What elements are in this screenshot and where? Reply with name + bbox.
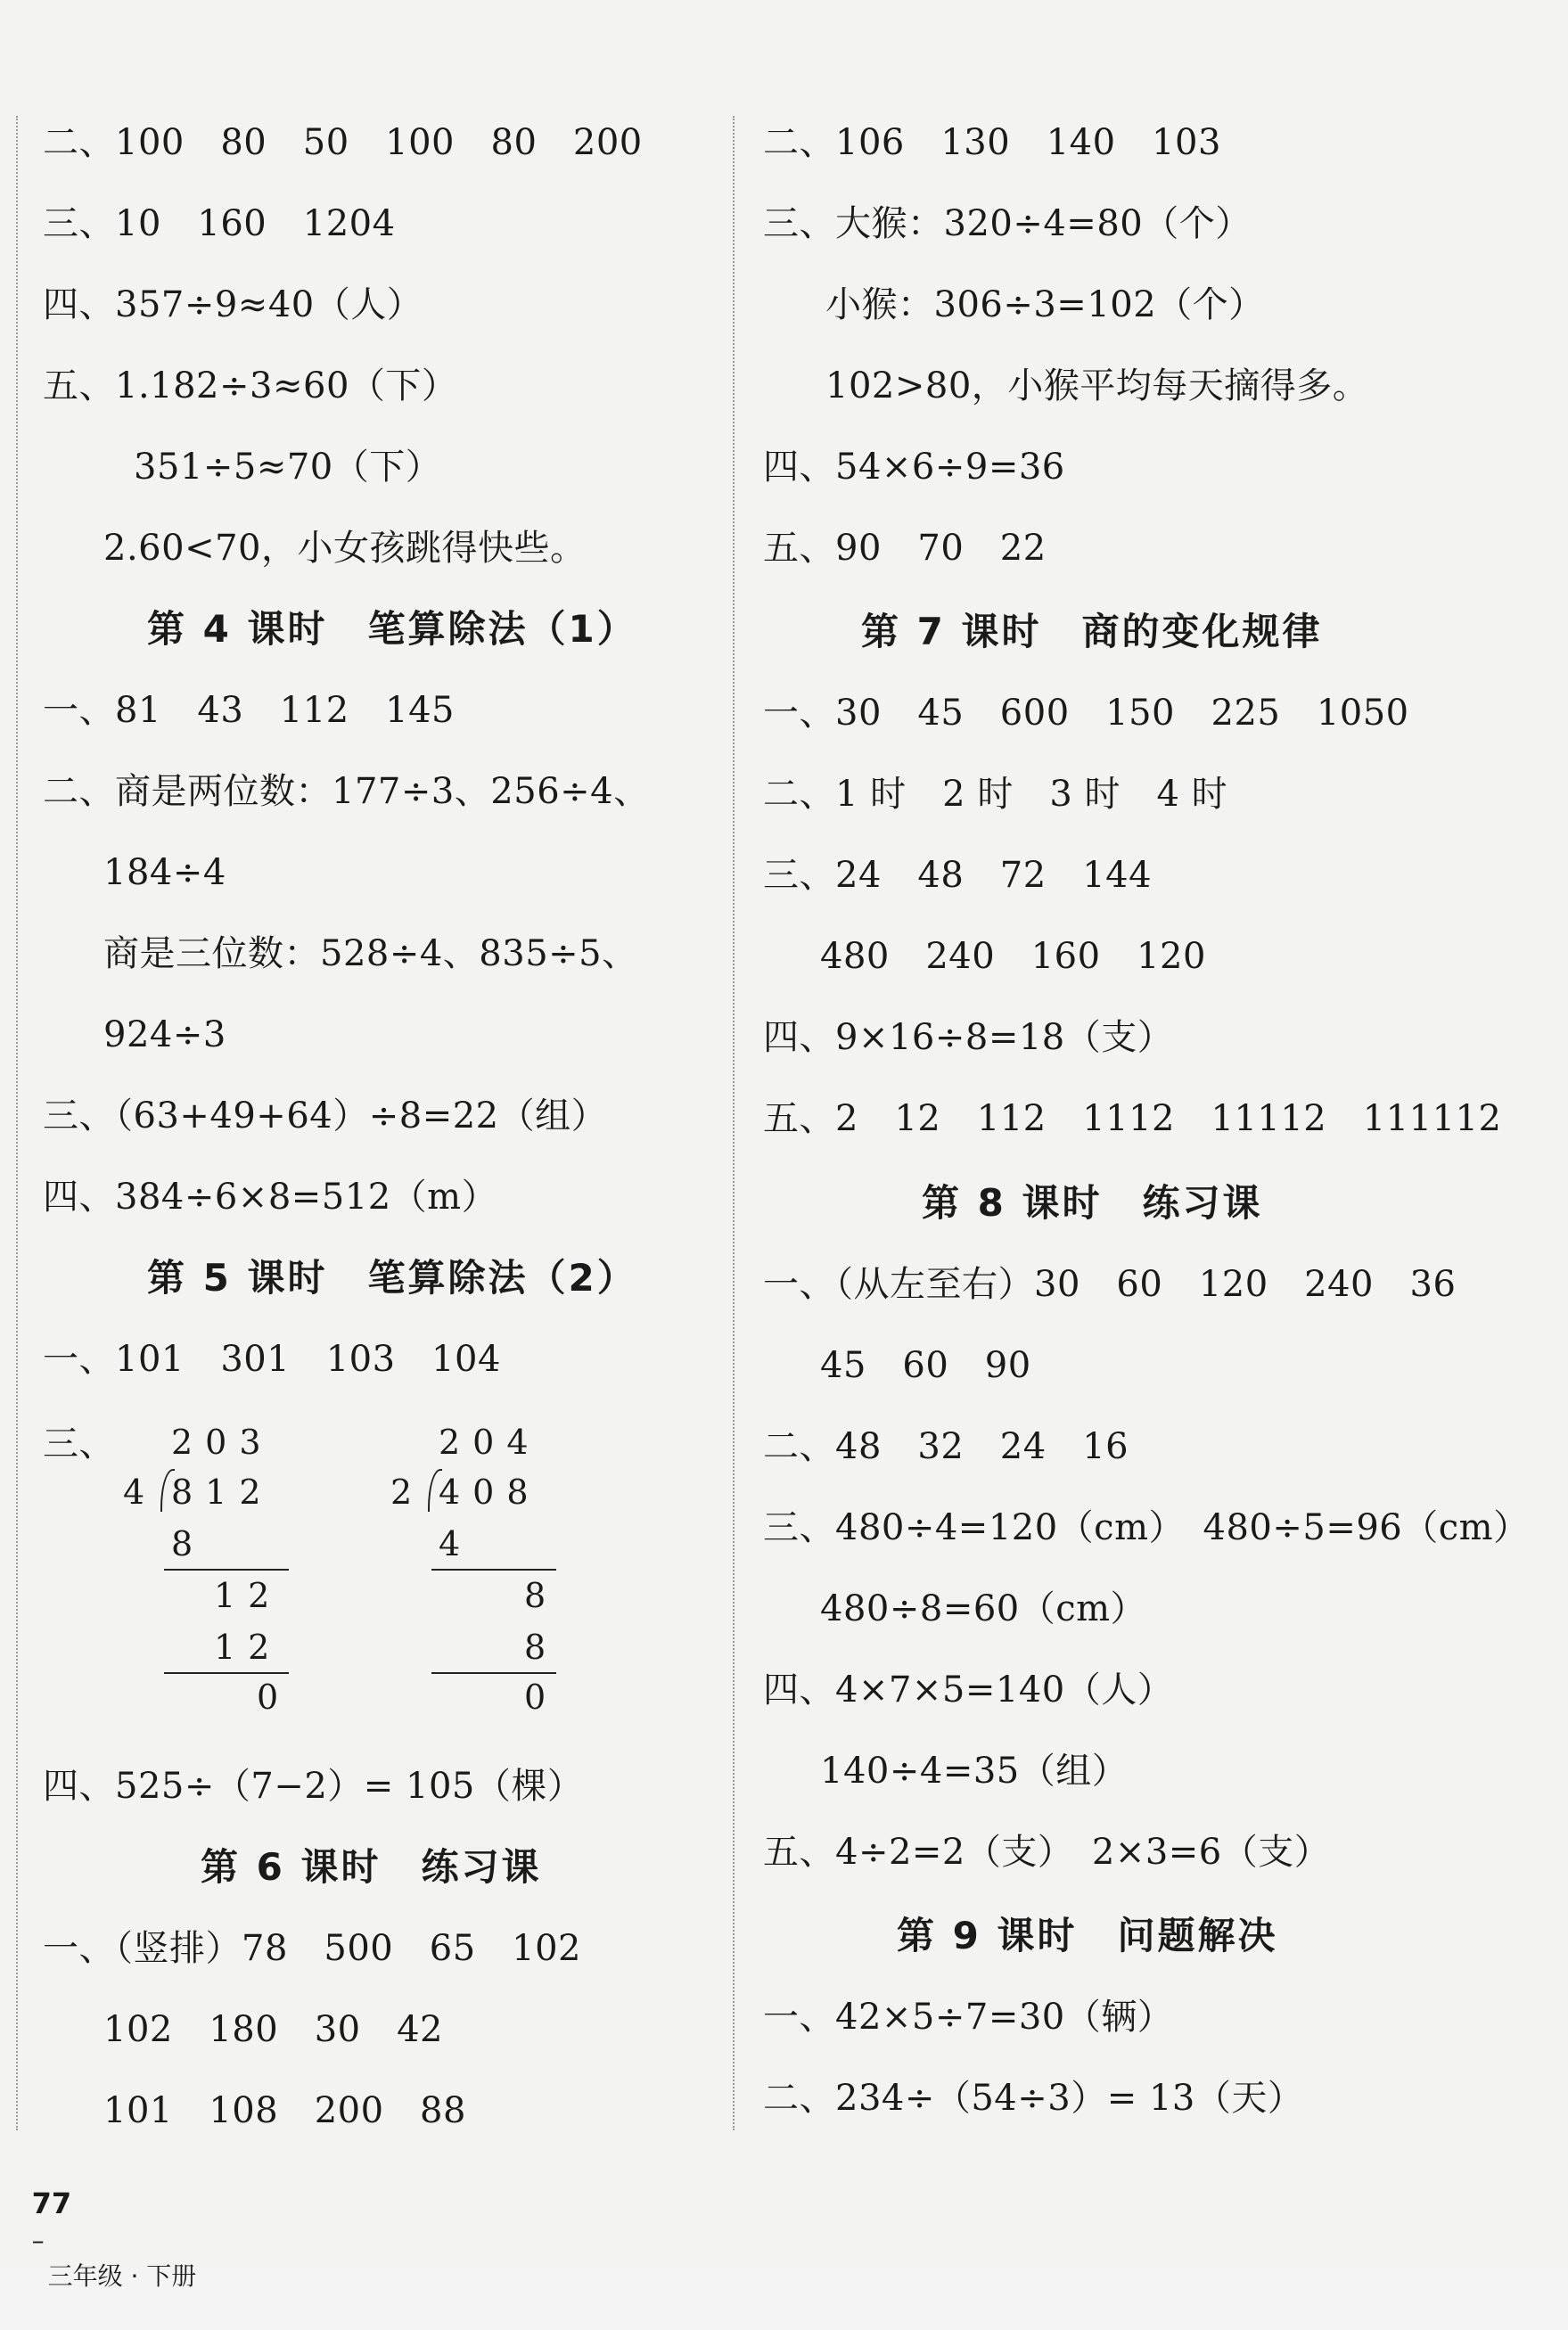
- answer-line: 二、234÷（54÷3）= 13（天）: [763, 2078, 1304, 2119]
- answer-line: 四、54×6÷9=36: [763, 447, 1065, 488]
- answer-line: 一、（竖排）78 500 65 102: [43, 1928, 581, 1969]
- subtraction-line: [164, 1569, 289, 1571]
- answer-line: 102>80，小猴平均每天摘得多。: [825, 365, 1369, 406]
- answer-line: 三、10 160 1204: [43, 203, 396, 244]
- dividend: 408: [439, 1473, 541, 1512]
- page-number: 77: [31, 2186, 72, 2220]
- answer-line: 2.60<70，小女孩跳得快些。: [103, 528, 587, 569]
- answer-line: 二、100 80 50 100 80 200: [43, 122, 643, 163]
- answer-line: 一、81 43 112 145: [43, 690, 455, 731]
- left-column: [0, 0, 731, 2157]
- subtraction-line: [431, 1569, 556, 1571]
- lesson-heading: 第 4 课时 笔算除法（1）: [147, 607, 637, 651]
- lesson-heading: 第 9 课时 问题解决: [897, 1914, 1278, 1957]
- answer-line: 351÷5≈70（下）: [134, 447, 442, 488]
- lesson-heading: 第 6 课时 练习课: [201, 1845, 542, 1889]
- right-column: [731, 0, 1568, 2157]
- answer-line: 101 108 200 88: [103, 2090, 466, 2131]
- dividend: 812: [171, 1473, 274, 1512]
- answer-line: 二、48 32 24 16: [763, 1426, 1129, 1467]
- answer-line: 45 60 90: [820, 1345, 1031, 1386]
- answer-line: 二、1 时 2 时 3 时 4 时: [763, 774, 1228, 815]
- answer-line: 五、90 70 22: [763, 528, 1047, 569]
- answer-line: 商是三位数：528÷4、835÷5、: [103, 933, 638, 974]
- answer-line: 三、（63+49+64）÷8=22（组）: [43, 1095, 608, 1136]
- final-remainder: 0: [524, 1678, 559, 1717]
- long-division-1: [116, 1423, 312, 1717]
- lesson-heading: 第 7 课时 商的变化规律: [861, 610, 1323, 653]
- step-product: 12: [214, 1628, 283, 1667]
- divisor: 2: [390, 1473, 425, 1512]
- answer-line: 四、384÷6×8=512（m）: [43, 1177, 498, 1218]
- divisor: 4: [123, 1473, 158, 1512]
- answer-line: 四、9×16÷8=18（支）: [763, 1017, 1174, 1058]
- answer-line: 二、商是两位数：177÷3、256÷4、: [43, 771, 650, 812]
- answer-line: 一、（从左至右）30 60 120 240 36: [763, 1264, 1457, 1305]
- quotient: 204: [439, 1423, 541, 1462]
- answer-line: 184÷4: [103, 852, 226, 893]
- grade-label: 三年级 · 下册: [47, 2261, 197, 2291]
- page-footer: [0, 2150, 196, 2330]
- answer-line: 小猴：306÷3=102（个）: [825, 284, 1265, 325]
- answer-line: 三、: [43, 1423, 115, 1464]
- answer-line: 三、24 48 72 144: [763, 855, 1153, 896]
- answer-line: 三、480÷4=120（cm） 480÷5=96（cm）: [763, 1507, 1530, 1548]
- answer-line: 二、106 130 140 103: [763, 122, 1221, 163]
- answer-line: 480÷8=60（cm）: [820, 1588, 1147, 1629]
- subtraction-line: [431, 1672, 556, 1674]
- answer-line: 三、大猴：320÷4=80（个）: [763, 203, 1252, 244]
- final-remainder: 0: [257, 1678, 291, 1717]
- lesson-heading: 第 8 课时 练习课: [922, 1181, 1263, 1225]
- step-product: 8: [524, 1628, 559, 1667]
- answer-line: 102 180 30 42: [103, 2009, 443, 2050]
- step-remainder: 8: [524, 1576, 559, 1615]
- answer-line: 一、101 301 103 104: [43, 1339, 501, 1380]
- lesson-heading: 第 5 课时 笔算除法（2）: [147, 1256, 637, 1300]
- subtraction-line: [164, 1672, 289, 1674]
- answer-line: 四、357÷9≈40（人）: [43, 284, 423, 325]
- answer-line: 480 240 160 120: [820, 936, 1206, 977]
- answer-line: 五、4÷2=2（支） 2×3=6（支）: [763, 1832, 1331, 1873]
- answer-line: 924÷3: [103, 1014, 226, 1055]
- footer-dash: –: [31, 2226, 45, 2255]
- answer-line: 四、525÷（7−2）= 105（棵）: [43, 1766, 584, 1807]
- long-division-2: [383, 1423, 579, 1717]
- answer-line: 五、2 12 112 1112 11112 111112: [763, 1098, 1502, 1139]
- answer-line: 140÷4=35（组）: [820, 1751, 1129, 1792]
- answer-line: 一、30 45 600 150 225 1050: [763, 693, 1409, 734]
- answer-line: 四、4×7×5=140（人）: [763, 1670, 1174, 1711]
- answer-line: 五、1.182÷3≈60（下）: [43, 365, 458, 406]
- step-remainder: 12: [214, 1576, 283, 1615]
- answer-line: 一、42×5÷7=30（辆）: [763, 1997, 1174, 2038]
- step-product: 4: [439, 1524, 473, 1563]
- quotient: 203: [171, 1423, 274, 1462]
- step-product: 8: [171, 1524, 206, 1563]
